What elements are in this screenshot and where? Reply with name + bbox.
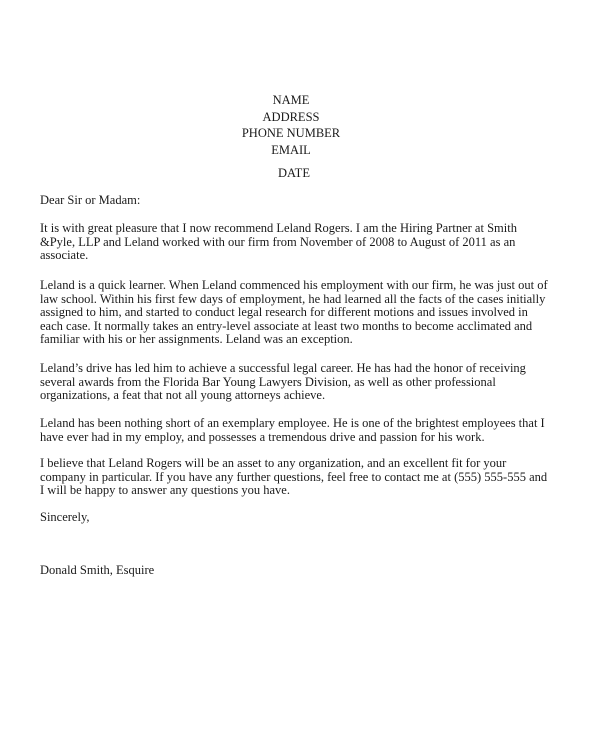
paragraph-intro: It is with great pleasure that I now recommend Leland Rogers. I am the Hiring Partner at Smith &Pyle, LLP and Leland worked with our firm from November of 2008 to August of 2011 as an associate. [40,221,517,262]
letter-date: DATE [278,166,310,180]
closing: Sincerely, [40,510,90,524]
sender-header [0,92,582,158]
paragraph-exemplary: Leland has been nothing short of an exemplary employee. He is one of the brightest employees that I have ever had in my employ, and possesses a tremendous drive and passion for his work. [40,416,545,444]
salutation: Dear Sir or Madam: [40,193,141,207]
paragraph-quick-learner: Leland is a quick learner. When Leland commenced his employment with our firm, he was just out of law school. Within his first few days of employment, he had learned all the facts of the cases initially assigned to him, and started to conduct legal research for different motions and issues involved in each case. It normally takes an entry-level associate at least two months to become acclimated and familiar with his or her assignments. Leland was an exception. [40,278,548,346]
paragraph-drive: Leland’s drive has led him to achieve a successful legal career. He has had the honor of receiving several awards from the Florida Bar Young Lawyers Division, as well as other professional organizations, a feat that not all young attorneys achieve. [40,361,526,402]
sender-email: EMAIL [271,142,311,157]
sender-address: ADDRESS [262,109,320,124]
sender-phone: PHONE NUMBER [241,126,341,140]
paragraph-recommendation: I believe that Leland Rogers will be an asset to any organization, and an excellent fit for your company in particular. If you have any further questions, feel free to contact me at (555) 555-555 and I will be happy to answer any questions you have. [40,456,548,497]
sender-name: NAME [272,93,310,107]
signature-name: Donald Smith, Esquire [40,563,155,577]
